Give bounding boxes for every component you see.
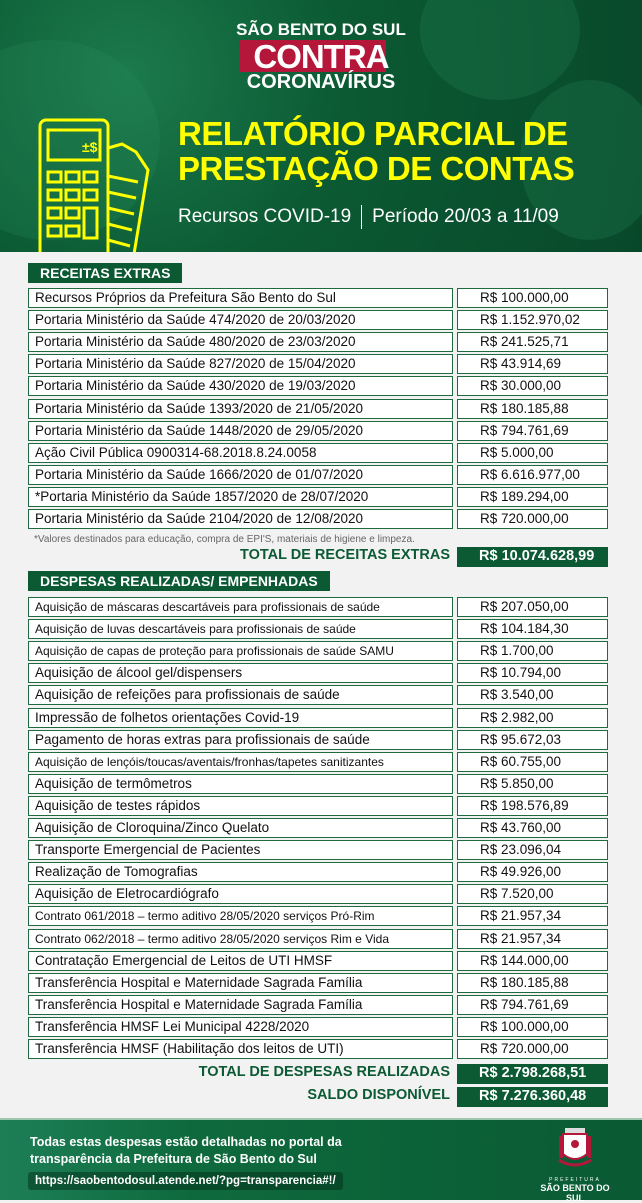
row-label: Aquisição de capas de proteção para profissionais de saúde SAMU: [28, 641, 453, 661]
total-label: TOTAL DE DESPESAS REALIZADAS: [198, 1064, 450, 1080]
table-row: [28, 995, 608, 1015]
row-label: Portaria Ministério da Saúde 480/2020 de 23/03/2020: [28, 332, 453, 352]
row-label: Transferência Hospital e Maternidade Sagrada Família: [28, 973, 453, 993]
table-row: [28, 884, 608, 904]
table-row: [28, 973, 608, 993]
row-label: Transferência HMSF (Habilitação dos leitos de UTI): [28, 1039, 453, 1059]
footer: [0, 1118, 642, 1203]
brand-mid: CONTRA: [253, 38, 389, 75]
table-row: [28, 906, 608, 926]
subtitle-period: Período 20/03 a 11/09: [372, 206, 559, 228]
row-label: Portaria Ministério da Saúde 1448/2020 de 29/05/2020: [28, 421, 453, 441]
table-row: [28, 310, 608, 330]
footer-text: [30, 1134, 342, 1168]
saldo-disponivel: [28, 1087, 608, 1107]
table-row: [28, 818, 608, 838]
row-label: Contratação Emergencial de Leitos de UTI HMSF: [28, 951, 453, 971]
row-value: R$ 1.700,00: [457, 641, 608, 661]
saldo-label: SALDO DISPONÍVEL: [307, 1087, 450, 1103]
receitas-note: *Valores destinados para educação, compra de EPI'S, materiais de higiene e limpeza.: [34, 534, 415, 545]
row-label: Aquisição de máscaras descartáveis para profissionais de saúde: [28, 597, 453, 617]
row-value: R$ 30.000,00: [457, 376, 608, 396]
table-row: [28, 487, 608, 507]
table-row: [28, 597, 608, 617]
table-row: [28, 708, 608, 728]
table-row: [28, 288, 608, 308]
section-receitas-heading: RECEITAS EXTRAS: [28, 263, 182, 283]
table-row: [28, 465, 608, 485]
report-title-line2: PRESTAÇÃO DE CONTAS: [178, 150, 575, 187]
row-value: R$ 2.982,00: [457, 708, 608, 728]
table-row: [28, 862, 608, 882]
table-row: [28, 752, 608, 772]
row-value: R$ 100.000,00: [457, 288, 608, 308]
row-value: R$ 100.000,00: [457, 1017, 608, 1037]
row-label: Realização de Tomografias: [28, 862, 453, 882]
row-value: R$ 241.525,71: [457, 332, 608, 352]
total-value: R$ 10.074.628,99: [457, 547, 608, 567]
row-label: Pagamento de horas extras para profissionais de saúde: [28, 730, 453, 750]
table-row: [28, 399, 608, 419]
row-label: Aquisição de lençóis/toucas/aventais/fronhas/tapetes sanitizantes: [28, 752, 453, 772]
row-label: Recursos Próprios da Prefeitura São Bento do Sul: [28, 288, 453, 308]
table-row: [28, 840, 608, 860]
total-value: R$ 2.798.268,51: [457, 1064, 608, 1084]
row-value: R$ 43.760,00: [457, 818, 608, 838]
row-label: Impressão de folhetos orientações Covid-19: [28, 708, 453, 728]
row-value: R$ 49.926,00: [457, 862, 608, 882]
report-title-line1: RELATÓRIO PARCIAL DE: [178, 115, 568, 152]
row-label: Portaria Ministério da Saúde 474/2020 de 20/03/2020: [28, 310, 453, 330]
row-label: Contrato 062/2018 – termo aditivo 28/05/2020 serviços Rim e Vida: [28, 929, 453, 949]
row-label: Aquisição de álcool gel/dispensers: [28, 663, 453, 683]
total-label: TOTAL DE RECEITAS EXTRAS: [239, 547, 450, 563]
prefeitura-logo: [535, 1126, 615, 1203]
table-row: [28, 685, 608, 705]
row-value: R$ 198.576,89: [457, 796, 608, 816]
row-label: Portaria Ministério da Saúde 2104/2020 de 12/08/2020: [28, 509, 453, 529]
table-row: [28, 509, 608, 529]
table-row: [28, 619, 608, 639]
table-row: [28, 421, 608, 441]
table-row: [28, 376, 608, 396]
row-value: R$ 720.000,00: [457, 1039, 608, 1059]
calculator-receipt-icon: [36, 116, 156, 252]
row-value: R$ 189.294,00: [457, 487, 608, 507]
brand-top: SÃO BENTO DO SUL: [236, 20, 406, 39]
row-label: *Portaria Ministério da Saúde 1857/2020 de 28/07/2020: [28, 487, 453, 507]
table-row: [28, 730, 608, 750]
svg-text:±$: ±$: [82, 139, 98, 155]
table-row: [28, 641, 608, 661]
row-value: R$ 5.000,00: [457, 443, 608, 463]
subtitle-resources: Recursos COVID-19: [178, 206, 352, 228]
row-value: R$ 60.755,00: [457, 752, 608, 772]
coat-of-arms-icon: [555, 1126, 595, 1170]
row-label: Transporte Emergencial de Pacientes: [28, 840, 453, 860]
row-label: Portaria Ministério da Saúde 1393/2020 de 21/05/2020: [28, 399, 453, 419]
receitas-total: [28, 547, 608, 567]
row-value: R$ 1.152.970,02: [457, 310, 608, 330]
table-row: [28, 332, 608, 352]
row-value: R$ 5.850,00: [457, 774, 608, 794]
row-value: R$ 43.914,69: [457, 354, 608, 374]
footer-line: Todas estas despesas estão detalhadas no portal da: [30, 1135, 342, 1149]
logo-top: PREFEITURA: [549, 1177, 601, 1183]
brand-bottom: CORONAVÍRUS: [246, 71, 396, 93]
table-row: [28, 443, 608, 463]
row-value: R$ 207.050,00: [457, 597, 608, 617]
row-label: Aquisição de Cloroquina/Zinco Quelato: [28, 818, 453, 838]
row-value: R$ 720.000,00: [457, 509, 608, 529]
row-value: R$ 21.957,34: [457, 929, 608, 949]
row-value: R$ 21.957,34: [457, 906, 608, 926]
row-value: R$ 794.761,69: [457, 995, 608, 1015]
row-value: R$ 10.794,00: [457, 663, 608, 683]
row-value: R$ 95.672,03: [457, 730, 608, 750]
table-row: [28, 1017, 608, 1037]
row-label: Contrato 061/2018 – termo aditivo 28/05/2020 serviços Pró-Rim: [28, 906, 453, 926]
row-label: Ação Civil Pública 0900314-68.2018.8.24.0058: [28, 443, 453, 463]
table-row: [28, 774, 608, 794]
logo-name: SÃO BENTO DO SUL: [540, 1183, 610, 1203]
row-label: Transferência HMSF Lei Municipal 4228/2020: [28, 1017, 453, 1037]
row-label: Aquisição de Eletrocardiógrafo: [28, 884, 453, 904]
table-row: [28, 1039, 608, 1059]
saldo-value: R$ 7.276.360,48: [457, 1087, 608, 1107]
row-value: R$ 7.520,00: [457, 884, 608, 904]
row-label: Aquisição de luvas descartáveis para profissionais de saúde: [28, 619, 453, 639]
table-row: [28, 929, 608, 949]
footer-line: transparência da Prefeitura de São Bento do Sul: [30, 1152, 317, 1166]
row-label: Portaria Ministério da Saúde 430/2020 de 19/03/2020: [28, 376, 453, 396]
row-value: R$ 144.000,00: [457, 951, 608, 971]
header-banner: [0, 0, 642, 252]
table-row: [28, 663, 608, 683]
table-row: [28, 354, 608, 374]
divider: [361, 205, 362, 229]
transparency-link[interactable]: https://saobentodosul.atende.net/?pg=transparencia#!/: [28, 1172, 343, 1190]
row-value: R$ 180.185,88: [457, 973, 608, 993]
row-value: R$ 6.616.977,00: [457, 465, 608, 485]
row-value: R$ 104.184,30: [457, 619, 608, 639]
section-despesas-heading: DESPESAS REALIZADAS/ EMPENHADAS: [28, 571, 330, 591]
subtitle: [178, 205, 559, 229]
table-row: [28, 951, 608, 971]
table-row: [28, 796, 608, 816]
row-label: Aquisição de refeições para profissionais de saúde: [28, 685, 453, 705]
row-label: Portaria Ministério da Saúde 827/2020 de 15/04/2020: [28, 354, 453, 374]
despesas-total: [28, 1064, 608, 1084]
row-value: R$ 3.540,00: [457, 685, 608, 705]
row-value: R$ 180.185,88: [457, 399, 608, 419]
row-label: Transferência Hospital e Maternidade Sagrada Família: [28, 995, 453, 1015]
row-value: R$ 23.096,04: [457, 840, 608, 860]
row-label: Aquisição de testes rápidos: [28, 796, 453, 816]
row-label: Portaria Ministério da Saúde 1666/2020 de 01/07/2020: [28, 465, 453, 485]
row-value: R$ 794.761,69: [457, 421, 608, 441]
row-label: Aquisição de termômetros: [28, 774, 453, 794]
